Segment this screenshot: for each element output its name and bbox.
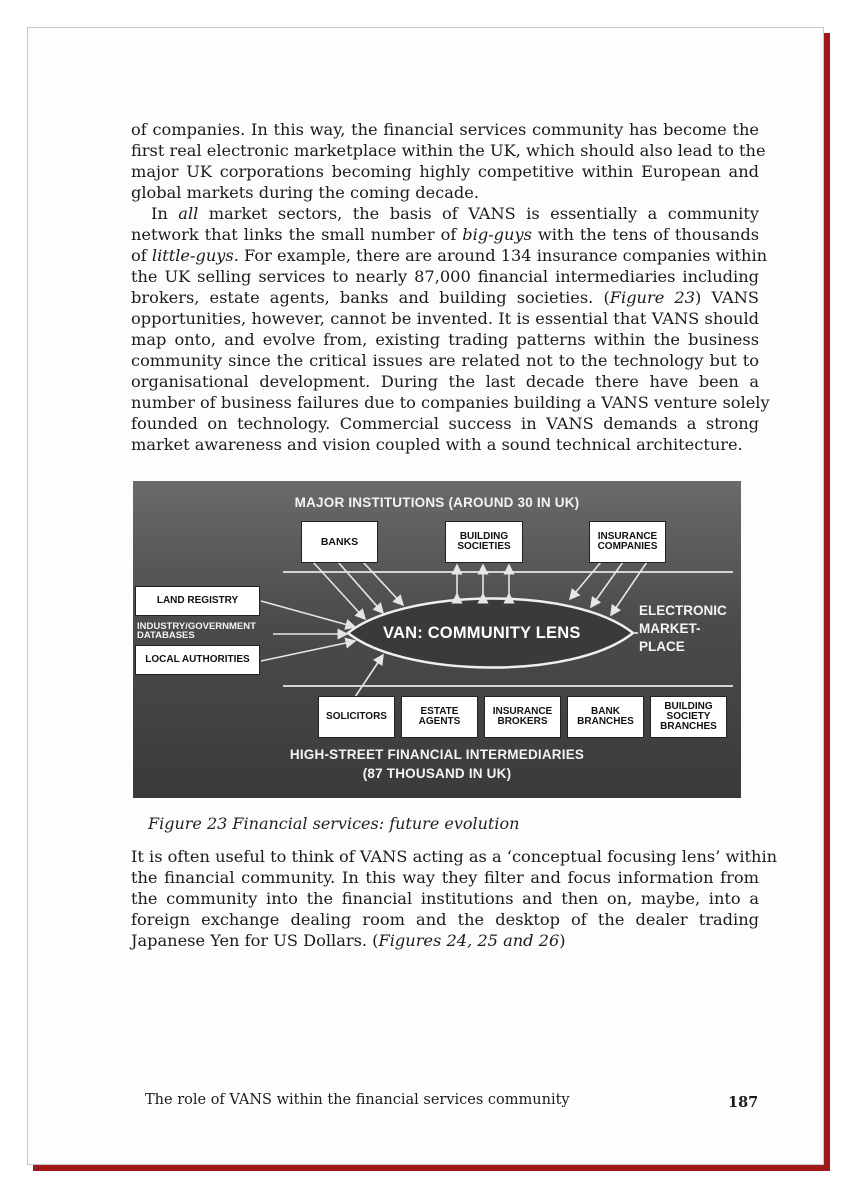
italic-run: all: [178, 204, 199, 223]
land-registry-label: LAND REGISTRY: [156, 595, 239, 606]
text-line: [131, 413, 759, 434]
text-line: [131, 392, 770, 413]
building-society-branches-label: BUILDING SOCIETY BRANCHES: [660, 701, 717, 732]
paragraph-1: [131, 119, 766, 203]
text-run: the financial community. In this way they filter and focus information from: [131, 868, 759, 887]
text-line: [131, 224, 759, 245]
text-run: global markets during the coming decade.: [131, 183, 480, 202]
text-run: major UK corporations becoming highly competitive within European and: [131, 162, 759, 181]
estate-agents-box: [401, 696, 478, 738]
page-number: 187: [728, 1094, 759, 1111]
text-line: [131, 203, 759, 224]
solicitors-box: [318, 696, 395, 738]
local-authorities-box: [135, 645, 260, 675]
text-line: [131, 930, 759, 951]
banks-box: [301, 521, 378, 563]
text-line: [131, 182, 759, 203]
solicitors-label: SOLICITORS: [326, 711, 387, 722]
land-registry-box: [135, 586, 260, 616]
community-lens-label: VAN: COMMUNITY LENS: [383, 624, 581, 642]
italic-run: little-guys: [151, 246, 234, 265]
text-run: community since the critical issues are related not to the technology but to: [131, 351, 759, 370]
text-run: network that links the small number of: [131, 225, 463, 244]
building-societies-box: [445, 521, 523, 563]
text-run: map onto, and evolve from, existing trading patterns within the business: [131, 330, 759, 349]
industry-government-databases-label: INDUSTRY/GOVERNMENT DATABASES: [137, 621, 256, 641]
running-title: The role of VANS within the financial services community: [145, 1092, 570, 1108]
text-run: Japanese Yen for US Dollars. (: [131, 931, 379, 950]
estate-agents-label: ESTATE AGENTS: [418, 706, 461, 727]
building-societies-label: BUILDING SOCIETIES: [457, 531, 511, 552]
insurance-companies-label: INSURANCE COMPANIES: [597, 531, 658, 552]
italic-run: Figure 23: [609, 288, 696, 307]
book-page: [27, 27, 824, 1165]
text-line: [131, 888, 759, 909]
text-line: [131, 867, 759, 888]
text-line: [131, 119, 759, 140]
local-authorities-label: LOCAL AUTHORITIES: [145, 654, 250, 665]
italic-run: Figures 24, 25 and 26: [378, 931, 560, 950]
figure-caption: Figure 23 Financial services: future evolution: [148, 814, 520, 833]
text-run: the community into the financial institutions and then on, maybe, into a: [131, 889, 759, 908]
text-line: [131, 909, 759, 930]
text-run: of companies. In this way, the financial services community has become the: [131, 120, 759, 139]
text-line: [131, 161, 759, 182]
text-run: . For example, there are around 134 insurance companies within: [233, 246, 768, 265]
text-line: [131, 371, 759, 392]
text-line: [131, 329, 759, 350]
insurance-brokers-box: [484, 696, 561, 738]
text-line: [131, 350, 759, 371]
italic-run: big-guys: [462, 225, 532, 244]
text-run: the UK selling services to nearly 87,000 financial intermediaries including: [131, 267, 759, 286]
text-line: [131, 846, 778, 867]
text-run: brokers, estate agents, banks and building societies. (: [131, 288, 610, 307]
text-line: [131, 434, 759, 455]
text-line: [131, 140, 766, 161]
paragraph-3: [131, 846, 778, 951]
text-run: organisational development. During the last decade there have been a: [131, 372, 759, 391]
text-run: market awareness and vision coupled with a sound technical architecture.: [131, 435, 743, 454]
text-line: [131, 308, 759, 329]
major-institutions-title: MAJOR INSTITUTIONS (AROUND 30 IN UK): [294, 495, 580, 510]
high-street-count-label: (87 THOUSAND IN UK): [362, 766, 512, 781]
text-run: In: [151, 204, 179, 223]
banks-label: BANKS: [320, 536, 359, 548]
text-run: market sectors, the basis of VANS is essentially a community: [198, 204, 759, 223]
high-street-intermediaries-title: HIGH-STREET FINANCIAL INTERMEDIARIES: [289, 747, 585, 762]
bank-branches-box: [567, 696, 644, 738]
text-line: [131, 266, 759, 287]
text-run: number of business failures due to companies building a VANS venture solely: [131, 393, 770, 412]
figure-23-diagram: [133, 481, 741, 798]
text-run: first real electronic marketplace within the UK, which should also lead to the: [131, 141, 766, 160]
text-run: founded on technology. Commercial success in VANS demands a strong: [131, 414, 759, 433]
paragraph-2: [131, 203, 770, 455]
text-line: [131, 245, 768, 266]
text-run: with the tens of thousands: [531, 225, 759, 244]
text-run: ): [559, 931, 566, 950]
electronic-marketplace-label: ELECTRONIC MARKET- PLACE: [639, 603, 727, 654]
text-run: It is often useful to think of VANS acting as a ‘conceptual focusing lens’ within: [131, 847, 778, 866]
bank-branches-label: BANK BRANCHES: [577, 706, 634, 727]
building-society-branches-box: [650, 696, 727, 738]
text-run: foreign exchange dealing room and the desktop of the dealer trading: [131, 910, 759, 929]
text-run: ) VANS: [695, 288, 760, 307]
text-run: of: [131, 246, 152, 265]
insurance-companies-box: [589, 521, 666, 563]
text-run: opportunities, however, cannot be invented. It is essential that VANS should: [131, 309, 759, 328]
insurance-brokers-label: INSURANCE BROKERS: [492, 706, 553, 727]
text-line: [131, 287, 759, 308]
